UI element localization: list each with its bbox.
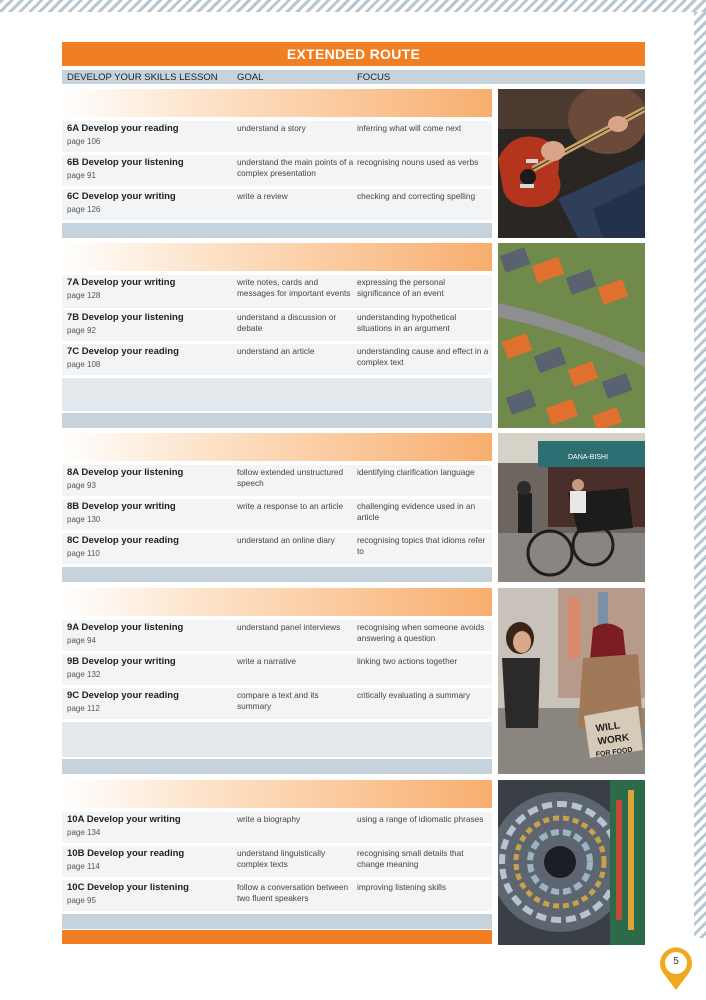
unit-8-block xyxy=(62,433,492,583)
focus-text: understanding cause and effect in a complex text xyxy=(357,346,489,367)
top-stripe-border xyxy=(0,0,706,12)
column-header-focus: FOCUS xyxy=(357,72,391,83)
page-ref: page 108 xyxy=(67,360,101,369)
table-row xyxy=(62,688,492,721)
table-row xyxy=(62,654,492,687)
unit-footer-band xyxy=(62,413,492,428)
focus-text: challenging evidence used in an article xyxy=(357,501,476,522)
empty-row xyxy=(62,378,492,411)
goal-text: understand an online diary xyxy=(237,535,335,545)
unit-footer-band xyxy=(62,759,492,774)
goal-text: understand an article xyxy=(237,346,315,356)
unit-6-block xyxy=(62,89,492,239)
goal-text: write a response to an article xyxy=(237,501,344,511)
page-ref: page 114 xyxy=(67,862,100,871)
page-ref: page 130 xyxy=(67,515,101,524)
sign-text-line-1: WILL xyxy=(595,720,621,735)
column-header-lesson: DEVELOP YOUR SKILLS LESSON xyxy=(67,72,218,83)
table-row xyxy=(62,812,492,845)
page-ref: page 126 xyxy=(67,205,101,214)
page-number: 5 xyxy=(673,956,679,967)
focus-text: inferring what will come next xyxy=(357,123,462,133)
goal-text: understand the main points of a complex presentation xyxy=(237,157,354,178)
focus-text: checking and correcting spelling xyxy=(357,191,476,201)
page-number-badge xyxy=(658,946,694,992)
unit-footer-band xyxy=(62,567,492,582)
goal-text: understand a discussion or debate xyxy=(237,312,337,333)
goal-text: compare a text and its summary xyxy=(237,690,319,711)
focus-text: recognising topics that idioms refer to xyxy=(357,535,486,556)
goal-text: understand a story xyxy=(237,123,306,133)
location-pin-icon xyxy=(658,946,694,992)
unit-footer-band xyxy=(62,914,492,929)
page-ref: page 132 xyxy=(67,670,101,679)
particle-detector-photo xyxy=(498,780,645,945)
page-title: EXTENDED ROUTE xyxy=(62,42,645,66)
goal-text: write notes, cards and messages for important events xyxy=(237,277,351,298)
table-row xyxy=(62,189,492,222)
empty-row xyxy=(62,722,492,757)
focus-text: identifying clarification language xyxy=(357,467,475,477)
lesson-title: 7C Develop your reading xyxy=(67,346,179,357)
goal-text: understand linguistically complex texts xyxy=(237,848,326,869)
focus-text: expressing the personal significance of an event xyxy=(357,277,446,298)
focus-text: recognising when someone avoids answering a question xyxy=(357,622,485,643)
unit-header-band xyxy=(62,588,492,616)
focus-text: improving listening skills xyxy=(357,882,446,892)
page-ref: page 95 xyxy=(67,896,96,905)
goal-text: write a narrative xyxy=(237,656,297,666)
right-stripe-border xyxy=(694,12,706,938)
footer-orange-bar xyxy=(62,930,492,944)
focus-text: understanding hypothetical situations in an argument xyxy=(357,312,457,333)
page-ref: page 112 xyxy=(67,704,100,713)
goal-text: understand panel interviews xyxy=(237,622,341,632)
page-ref: page 110 xyxy=(67,549,100,558)
unit-footer-band xyxy=(62,223,492,238)
page-ref: page 128 xyxy=(67,291,101,300)
sign-text-line-3: FOR FOOD xyxy=(595,746,633,759)
unit-header-band xyxy=(62,243,492,271)
lesson-title: 9B Develop your writing xyxy=(67,656,176,667)
page-ref: page 93 xyxy=(67,481,96,490)
lesson-title: 7A Develop your writing xyxy=(67,277,176,288)
page-ref: page 92 xyxy=(67,326,96,335)
focus-text: critically evaluating a summary xyxy=(357,690,470,700)
lesson-title: 6A Develop your reading xyxy=(67,123,179,134)
unit-10-block xyxy=(62,780,492,930)
rickshaw-street-photo xyxy=(498,433,645,582)
lesson-title: 10A Develop your writing xyxy=(67,814,181,825)
lesson-title: 7B Develop your listening xyxy=(67,312,184,323)
focus-text: recognising nouns used as verbs xyxy=(357,157,479,167)
table-row xyxy=(62,121,492,154)
suburban-houses-aerial-photo xyxy=(498,243,645,428)
column-header-goal: GOAL xyxy=(237,72,264,83)
table-row xyxy=(62,880,492,913)
table-row xyxy=(62,465,492,498)
table-row xyxy=(62,344,492,377)
lesson-title: 10C Develop your listening xyxy=(67,882,189,893)
lesson-title: 9C Develop your reading xyxy=(67,690,179,701)
lesson-title: 6B Develop your listening xyxy=(67,157,184,168)
lesson-title: 10B Develop your reading xyxy=(67,848,185,859)
table-row xyxy=(62,155,492,188)
lesson-title: 8A Develop your listening xyxy=(67,467,184,478)
unit-7-block xyxy=(62,243,492,428)
page-ref: page 106 xyxy=(67,137,101,146)
table-row xyxy=(62,846,492,879)
table-row xyxy=(62,275,492,310)
unit-header-band xyxy=(62,433,492,461)
goal-text: follow a conversation between two fluent speakers xyxy=(237,882,349,903)
goal-text: write a review xyxy=(237,191,288,201)
page-ref: page 134 xyxy=(67,828,101,837)
table-row xyxy=(62,310,492,343)
unit-9-block xyxy=(62,588,492,776)
table-row xyxy=(62,620,492,653)
electric-guitar-photo xyxy=(498,89,645,238)
goal-text: follow extended unstructured speech xyxy=(237,467,344,488)
goal-text: write a biography xyxy=(237,814,301,824)
lesson-title: 9A Develop your listening xyxy=(67,622,184,633)
page-ref: page 94 xyxy=(67,636,96,645)
column-header-bar xyxy=(62,70,645,84)
lesson-title: 8C Develop your reading xyxy=(67,535,179,546)
focus-text: recognising small details that change meaning xyxy=(357,848,464,869)
unit-header-band xyxy=(62,780,492,808)
sign-text-line-2: WORK xyxy=(597,732,630,748)
page-ref: page 91 xyxy=(67,171,96,180)
table-row xyxy=(62,499,492,532)
table-row xyxy=(62,533,492,566)
focus-text: linking two actions together xyxy=(357,656,458,666)
unit-header-band xyxy=(62,89,492,117)
street-scene-photo xyxy=(498,588,645,774)
lesson-title: 6C Develop your writing xyxy=(67,191,176,202)
shop-sign-text: DANA-BISHI xyxy=(568,454,609,461)
focus-text: using a range of idiomatic phrases xyxy=(357,814,484,824)
lesson-title: 8B Develop your writing xyxy=(67,501,176,512)
